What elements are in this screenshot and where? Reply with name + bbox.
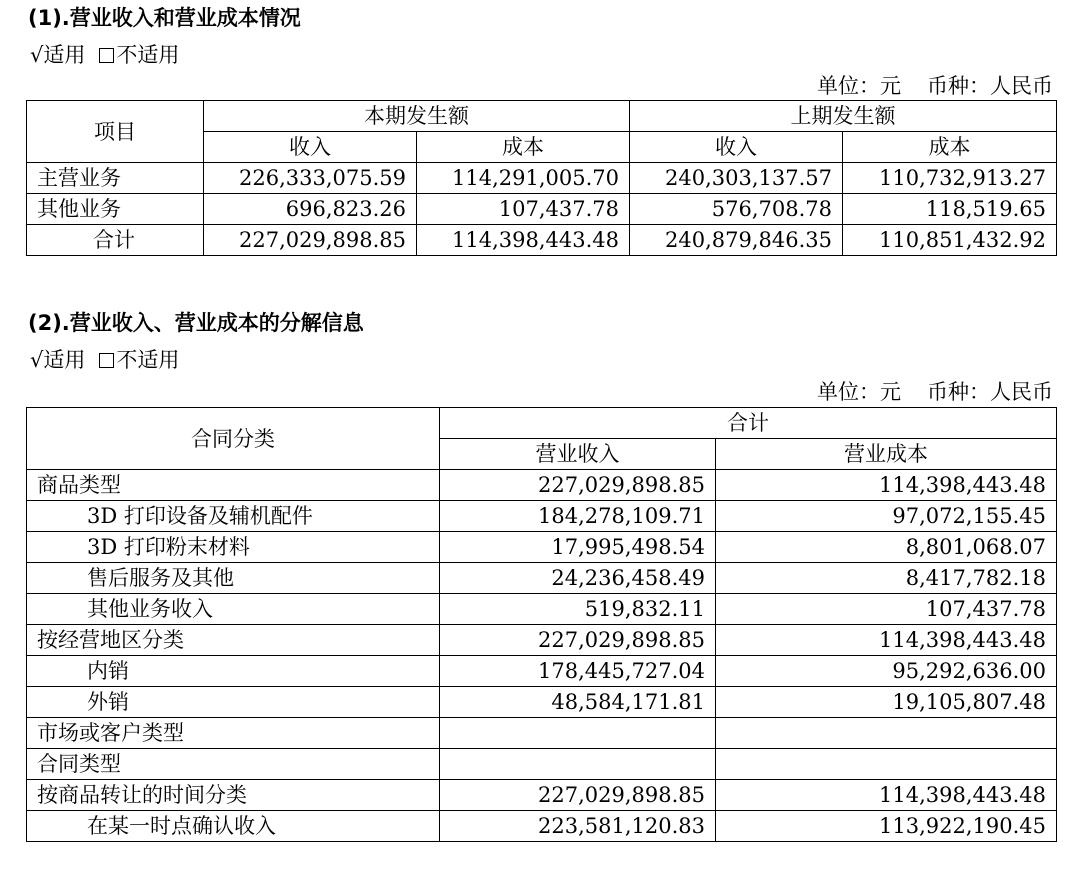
header-total: 合计	[440, 408, 1057, 439]
cost-cell: 8,417,782.18	[716, 563, 1057, 594]
table-row	[27, 163, 1057, 194]
current-revenue-cell: 226,333,075.59	[204, 163, 417, 194]
row-label: 其他业务	[27, 194, 204, 225]
table-row	[27, 656, 1057, 687]
revenue-cell: 519,832.11	[440, 594, 716, 625]
cost-cell: 19,105,807.48	[716, 687, 1057, 718]
currency-label: 币种：人民币	[927, 380, 1053, 404]
current-cost-cell: 114,398,443.48	[417, 225, 630, 256]
revenue-cell	[440, 718, 716, 749]
header-item: 项目	[27, 101, 204, 163]
subcategory-label: 其他业务收入	[27, 594, 440, 625]
revenue-cell: 223,581,120.83	[440, 811, 716, 842]
cost-cell	[716, 749, 1057, 780]
unit-label: 单位：元	[817, 380, 901, 404]
cost-cell: 97,072,155.45	[716, 501, 1057, 532]
section1-applicability	[30, 39, 179, 69]
previous-revenue-cell: 576,708.78	[630, 194, 843, 225]
table-row	[27, 625, 1057, 656]
checkbox-icon	[99, 353, 114, 368]
cost-cell	[716, 718, 1057, 749]
table-row	[27, 687, 1057, 718]
header-current-revenue: 收入	[204, 132, 417, 163]
current-revenue-cell: 227,029,898.85	[204, 225, 417, 256]
subcategory-label: 3D 打印设备及辅机配件	[27, 501, 440, 532]
checkbox-icon	[99, 48, 114, 63]
section2-applicability	[30, 344, 179, 374]
table-row	[27, 194, 1057, 225]
table-row	[27, 718, 1057, 749]
revenue-cell: 227,029,898.85	[440, 625, 716, 656]
header-previous-cost: 成本	[843, 132, 1057, 163]
cost-cell: 114,398,443.48	[716, 780, 1057, 811]
header-cost: 营业成本	[716, 439, 1057, 470]
current-revenue-cell: 696,823.26	[204, 194, 417, 225]
previous-cost-cell: 110,851,432.92	[843, 225, 1057, 256]
table-row	[27, 470, 1057, 501]
revenue-cell: 17,995,498.54	[440, 532, 716, 563]
revenue-cost-table	[26, 100, 1057, 256]
row-label: 主营业务	[27, 163, 204, 194]
revenue-cell: 24,236,458.49	[440, 563, 716, 594]
not-applicable-label: 不适用	[116, 348, 180, 372]
cost-cell: 8,801,068.07	[716, 532, 1057, 563]
cost-cell: 114,398,443.48	[716, 470, 1057, 501]
applicable-check: √适用	[30, 43, 86, 67]
previous-revenue-cell: 240,879,846.35	[630, 225, 843, 256]
table-row	[27, 532, 1057, 563]
not-applicable-label: 不适用	[116, 43, 180, 67]
revenue-breakdown-table	[26, 407, 1057, 842]
unit-label: 单位：元	[817, 74, 901, 98]
category-label: 合同类型	[27, 749, 440, 780]
subcategory-label: 3D 打印粉末材料	[27, 532, 440, 563]
table-row	[27, 501, 1057, 532]
subcategory-label: 内销	[27, 656, 440, 687]
category-label: 市场或客户类型	[27, 718, 440, 749]
row-label: 合计	[27, 225, 204, 256]
section2-heading: (2).营业收入、营业成本的分解信息	[28, 311, 364, 335]
category-label: 按经营地区分类	[27, 625, 440, 656]
current-cost-cell: 107,437.78	[417, 194, 630, 225]
header-contract-category: 合同分类	[27, 408, 440, 470]
section1-unit-line	[817, 70, 1053, 100]
table-row	[27, 594, 1057, 625]
revenue-cell: 184,278,109.71	[440, 501, 716, 532]
table-row-total	[27, 225, 1057, 256]
applicable-check: √适用	[30, 348, 86, 372]
table-row	[27, 780, 1057, 811]
table-row	[27, 563, 1057, 594]
category-label: 商品类型	[27, 470, 440, 501]
revenue-cell: 227,029,898.85	[440, 780, 716, 811]
revenue-cell: 227,029,898.85	[440, 470, 716, 501]
header-previous-period: 上期发生额	[630, 101, 1057, 132]
section2-unit-line	[817, 376, 1053, 406]
header-current-period: 本期发生额	[204, 101, 630, 132]
revenue-cell	[440, 749, 716, 780]
header-revenue: 营业收入	[440, 439, 716, 470]
currency-label: 币种：人民币	[927, 74, 1053, 98]
cost-cell: 113,922,190.45	[716, 811, 1057, 842]
header-current-cost: 成本	[417, 132, 630, 163]
subcategory-label: 在某一时点确认收入	[27, 811, 440, 842]
current-cost-cell: 114,291,005.70	[417, 163, 630, 194]
cost-cell: 114,398,443.48	[716, 625, 1057, 656]
subcategory-label: 售后服务及其他	[27, 563, 440, 594]
category-label: 按商品转让的时间分类	[27, 780, 440, 811]
previous-revenue-cell: 240,303,137.57	[630, 163, 843, 194]
subcategory-label: 外销	[27, 687, 440, 718]
revenue-cell: 178,445,727.04	[440, 656, 716, 687]
cost-cell: 95,292,636.00	[716, 656, 1057, 687]
section1-heading: (1).营业收入和营业成本情况	[28, 6, 301, 30]
revenue-cell: 48,584,171.81	[440, 687, 716, 718]
previous-cost-cell: 118,519.65	[843, 194, 1057, 225]
cost-cell: 107,437.78	[716, 594, 1057, 625]
table-row	[27, 749, 1057, 780]
header-previous-revenue: 收入	[630, 132, 843, 163]
table-row	[27, 811, 1057, 842]
previous-cost-cell: 110,732,913.27	[843, 163, 1057, 194]
